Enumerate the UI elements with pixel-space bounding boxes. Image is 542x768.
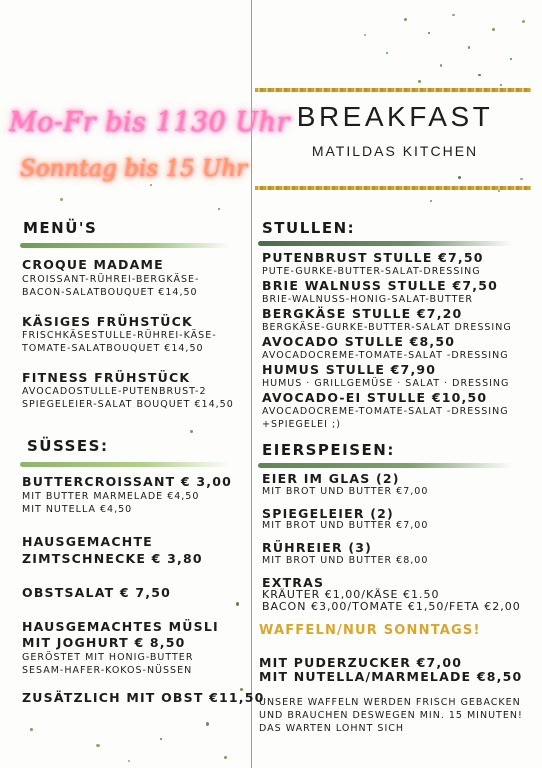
menu-item-desc: SPIEGELEIER-SALAT BOUQUET €14,50 (22, 399, 234, 410)
sweet-item-name: OBSTSALAT € 7,50 (22, 585, 171, 600)
menu-item-desc: FRISCHKÄSESTULLE-RÜHREI-KÄSE- (22, 330, 217, 341)
sweet-item-name: ZIMTSCHNECKE € 3,80 (22, 551, 203, 566)
brand-subtitle: MATILDAS KITCHEN (311, 143, 479, 159)
stulle-desc: AVOCADOCREME-TOMATE-SALAT -DRESSING (262, 406, 509, 417)
sweet-item-name: ZUSÄTZLICH MIT OBST €11,50 (22, 690, 265, 705)
brand-title: BREAKFAST (296, 101, 494, 132)
waffel-item: MIT PUDERZUCKER €7,00 (259, 655, 463, 670)
neon-hours-sunday: Sonntag bis 15 Uhr (20, 156, 248, 182)
stulle-desc: HUMUS · GRILLGEMÜSE · SALAT · DRESSING (262, 378, 510, 389)
egg-item-desc: MIT BROT UND BUTTER €8,00 (262, 555, 429, 566)
eier-brush (258, 463, 512, 468)
menu-item-name: FITNESS FRÜHSTÜCK (22, 370, 191, 385)
sweet-item-desc: SESAM-HAFER-KOKOS-NÜSSEN (22, 665, 193, 676)
eier-heading: EIERSPEISEN: (262, 441, 395, 459)
stulle-desc: BRIE-WALNUSS-HONIG-SALAT-BUTTER (262, 294, 474, 305)
stulle-desc: AVOCADOCREME-TOMATE-SALAT -DRESSING (262, 350, 509, 361)
stulle-desc: BERGKÄSE-GURKE-BUTTER-SALAT DRESSING (262, 322, 512, 333)
egg-item-desc: MIT BROT UND BUTTER €7,00 (262, 520, 429, 531)
waffeln-note: DAS WARTEN LOHNT SICH (259, 723, 405, 734)
stulle-name: AVOCADO STULLE €8,50 (262, 334, 456, 349)
sweets-brush (20, 462, 230, 467)
extras-line: BACON €3,00/TOMATE €1,50/FETA €2,00 (262, 600, 521, 613)
waffel-item: MIT NUTELLA/MARMELADE €8,50 (259, 669, 523, 684)
egg-item-desc: MIT BROT UND BUTTER €7,00 (262, 486, 429, 497)
extras-line: KRÄUTER €1,00/KÄSE €1.50 (262, 588, 440, 601)
menus-heading: MENÜ'S (23, 219, 98, 237)
stulle-desc: PUTE-GURKE-BUTTER-SALAT-DRESSING (262, 266, 481, 277)
sweet-item-desc: MIT BUTTER MARMELADE €4,50 (22, 491, 200, 502)
stulle-name: AVOCADO-EI STULLE €10,50 (262, 390, 488, 405)
waffeln-heading: WAFFELN/NUR SONNTAGS! (259, 623, 481, 638)
menu-item-name: CROQUE MADAME (22, 257, 164, 272)
menu-item-desc: CROISSANT-RÜHREI-BERGKÄSE- (22, 274, 200, 285)
stulle-name: PUTENBRUST STULLE €7,50 (262, 250, 484, 265)
egg-item-name: EIER IM GLAS (2) (262, 471, 400, 486)
stulle-desc: +SPIEGELEI ;) (262, 419, 341, 430)
egg-item-name: RÜHREIER (3) (262, 540, 373, 555)
extras-name: EXTRAS (262, 575, 325, 590)
menu-item-desc: BACON-SALATBOUQUET €14,50 (22, 287, 198, 298)
sweet-item-desc: GERÖSTET MIT HONIG-BUTTER (22, 652, 194, 663)
gold-rule-top (255, 88, 531, 92)
stulle-name: BRIE WALNUSS STULLE €7,50 (262, 278, 499, 293)
sweet-item-name: HAUSGEMACHTES MÜSLI (22, 619, 219, 634)
menu-item-desc: AVOCADOSTULLE-PUTENBRUST-2 (22, 386, 207, 397)
sweet-item-name: MIT JOGHURT € 8,50 (22, 635, 186, 650)
menus-brush (20, 243, 230, 248)
waffeln-note: UNSERE WAFFELN WERDEN FRISCH GEBACKEN (259, 697, 521, 708)
menu-item-name: KÄSIGES FRÜHSTÜCK (22, 314, 193, 329)
egg-item-name: SPIEGELEIER (2) (262, 506, 394, 521)
sweet-item-desc: MIT NUTELLA €4,50 (22, 504, 133, 515)
stullen-brush (258, 241, 512, 246)
sweet-item-name: BUTTERCROISSANT € 3,00 (22, 474, 233, 489)
menu-item-desc: TOMATE-SALATBOUQUET €14,50 (22, 343, 204, 354)
stulle-name: BERGKÄSE STULLE €7,20 (262, 306, 463, 321)
neon-hours-weekday: Mo-Fr bis 1130 Uhr (9, 107, 290, 138)
waffeln-note: UND BRAUCHEN DESWEGEN MIN. 15 MINUTEN! (259, 710, 523, 721)
sweets-heading: SÜSSES: (27, 437, 109, 455)
stulle-name: HUMUS STULLE €7,90 (262, 362, 437, 377)
sweet-item-name: HAUSGEMACHTE (22, 534, 153, 549)
stullen-heading: STULLEN: (262, 219, 356, 237)
gold-rule-bottom (255, 186, 531, 190)
